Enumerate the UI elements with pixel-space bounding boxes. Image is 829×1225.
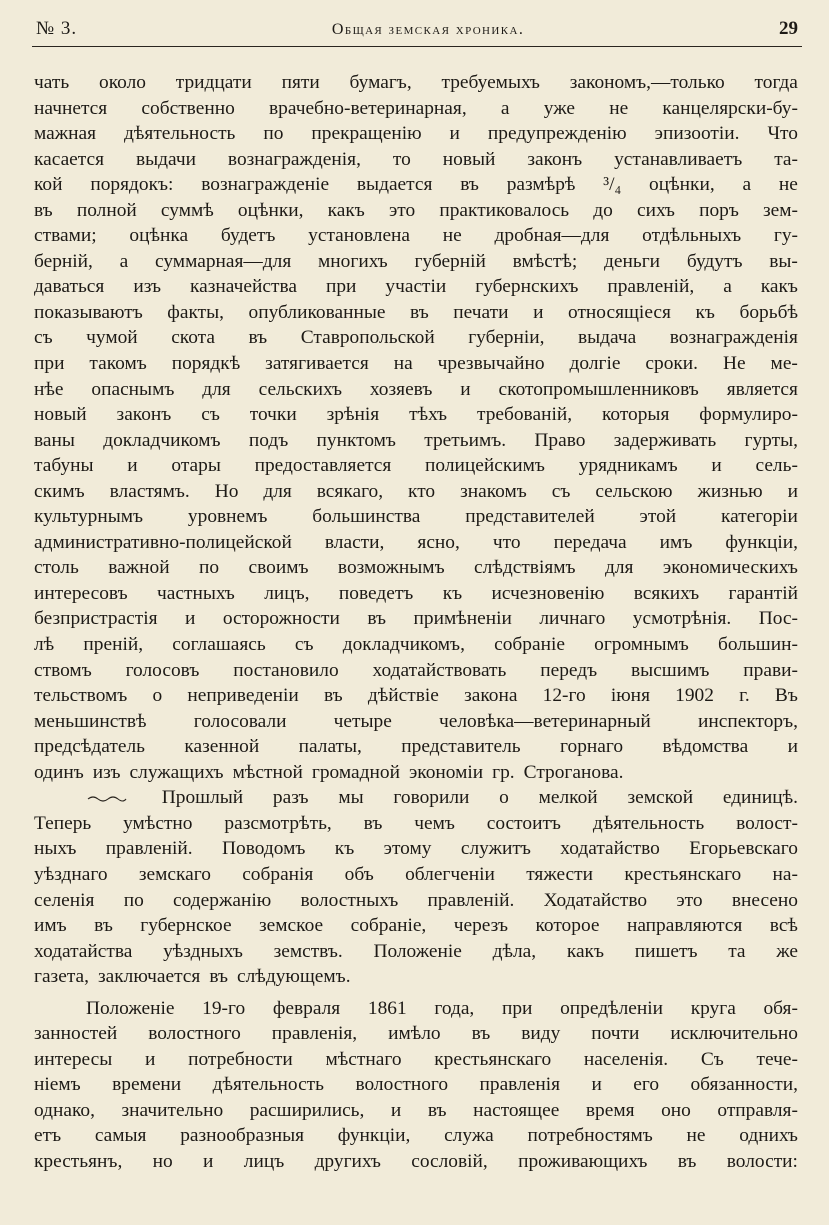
running-header bbox=[36, 18, 798, 48]
text-line: однако, значительно расширились, и въ настоящее время оно отправля- bbox=[34, 1099, 798, 1121]
text-line: Положеніе 19-го февраля 1861 года, при опредѣленіи круга обя- bbox=[86, 997, 798, 1019]
text-line: интересы и потребности мѣстнаго крестьянскаго населенія. Съ тече- bbox=[34, 1048, 798, 1070]
text-line: табуны и отары предоставляется полицейскимъ урядникамъ и сель- bbox=[34, 455, 798, 477]
text-line: въ полной суммѣ оцѣнки, какъ это практиковалось до сихъ поръ зем- bbox=[34, 199, 798, 221]
text-line: крестьянъ, но и лицъ другихъ сословій, проживающихъ въ волости: bbox=[34, 1150, 798, 1172]
section-title: Общая земская хроника. bbox=[331, 21, 525, 38]
text-line: газета, заключается въ слѣдующемъ. bbox=[34, 966, 351, 988]
text-line: имъ въ губернское земское собраніе, черезъ которое направляются всѣ bbox=[34, 915, 798, 937]
text-line: селенія по содержанію волостныхъ правленій. Ходатайство это внесено bbox=[34, 889, 798, 911]
text-line: ныхъ правленій. Поводомъ къ этому служитъ ходатайство Егорьевскаго bbox=[34, 838, 798, 860]
text-line: мажная дѣятельность по прекращенію и предупрежденію эпизоотіи. Что bbox=[34, 123, 798, 145]
text-line: тельствомъ о неприведеніи въ дѣйствіе закона 12-го іюня 1902 г. Въ bbox=[34, 685, 798, 707]
text-line: административно-полицейской власти, ясно, что передача имъ функціи, bbox=[34, 531, 798, 553]
text-line: ствами; оцѣнка будетъ установлена не дробная—для отдѣльныхъ гу- bbox=[34, 225, 798, 247]
header-rule bbox=[32, 46, 802, 47]
text-line: ствомъ голосовъ постановило ходатайствовать передъ высшимъ прави- bbox=[34, 659, 798, 681]
text-line: Теперь умѣстно разсмотрѣть, въ чемъ состоитъ дѣятельность волост- bbox=[34, 812, 798, 834]
text-line: уѣзднаго земскаго собранія объ облегченіи тяжести крестьянскаго на- bbox=[34, 863, 798, 885]
text-line: лѣ преній, соглашаясь съ докладчикомъ, собраніе огромнымъ большин- bbox=[34, 634, 798, 656]
text-line: меньшинствѣ голосовали четыре человѣка—ветеринарный инспекторъ, bbox=[34, 710, 798, 732]
text-line: культурнымъ уровнемъ большинства представителей этой категоріи bbox=[34, 506, 798, 528]
text-line: съ чумой скота въ Ставропольской губерніи, выдача вознагражденія bbox=[34, 327, 798, 349]
text-line: безпристрастія и осторожности въ примѣненіи личнаго усмотрѣнія. Пос- bbox=[34, 608, 798, 630]
text-line: при такомъ порядкѣ затягивается на чрезвычайно долгіе сроки. Не ме- bbox=[34, 353, 798, 375]
text-line: предсѣдатель казенной палаты, представитель горнаго вѣдомства и bbox=[34, 736, 798, 758]
text-line: занностей волостного правленія, имѣло въ виду почти исключительно bbox=[34, 1023, 798, 1045]
text-line: показываютъ факты, опубликованные въ печати и относящіеся къ борьбѣ bbox=[34, 301, 798, 323]
text-line: кой порядокъ: вознагражденіе выдается въ размѣрѣ ³/₄ оцѣнки, а не bbox=[34, 174, 798, 196]
text-line: интересовъ частныхъ лицъ, поведетъ къ исчезновенію всякихъ гарантій bbox=[34, 582, 798, 604]
text-line: берній, а суммарная—для многихъ губерній вмѣстѣ; деньги будутъ вы- bbox=[34, 250, 798, 272]
tilde-ornament-icon bbox=[86, 793, 128, 803]
text-line: касается выдачи вознагражденія, то новый законъ устанавливаетъ та- bbox=[34, 148, 798, 170]
article-body bbox=[34, 70, 798, 1175]
text-line: Прошлый разъ мы говорили о мелкой земской единицѣ. bbox=[34, 785, 798, 811]
text-line: етъ самыя разнообразныя функціи, служа потребностямъ не однихъ bbox=[34, 1125, 798, 1147]
text-line: чать около тридцати пяти бумагъ, требуемыхъ закономъ,—только тогда bbox=[34, 72, 798, 93]
text-line: даваться изъ казначейства при участіи губернскихъ правленій, а какъ bbox=[34, 276, 798, 298]
issue-number: № 3. bbox=[36, 18, 78, 39]
page-number: 29 bbox=[779, 18, 798, 39]
text-line: одинъ изъ служащихъ мѣстной громадной экономіи гр. Строганова. bbox=[34, 761, 624, 783]
text-line: ваны докладчикомъ подъ пунктомъ третьимъ. Право задерживать гурты, bbox=[34, 429, 798, 451]
text-line: новый законъ съ точки зрѣнія тѣхъ требованій, которыя формулиро- bbox=[34, 404, 798, 426]
text-line: ніемъ времени дѣятельность волостного правленія и его обязанности, bbox=[34, 1074, 798, 1096]
text-line: нѣе опаснымъ для сельскихъ хозяевъ и скотопромышленниковъ является bbox=[34, 378, 798, 400]
text-line: скимъ властямъ. Но для всякаго, кто знакомъ съ сельскою жизнью и bbox=[34, 480, 798, 502]
text-line: ходатайства уѣздныхъ земствъ. Положеніе дѣла, какъ пишетъ та же bbox=[34, 940, 798, 962]
text-line: столь важной по своимъ возможнымъ слѣдствіямъ для экономическихъ bbox=[34, 557, 798, 579]
text-line: начнется собственно врачебно-ветеринарная, а уже не канцелярски-бу- bbox=[34, 97, 798, 119]
